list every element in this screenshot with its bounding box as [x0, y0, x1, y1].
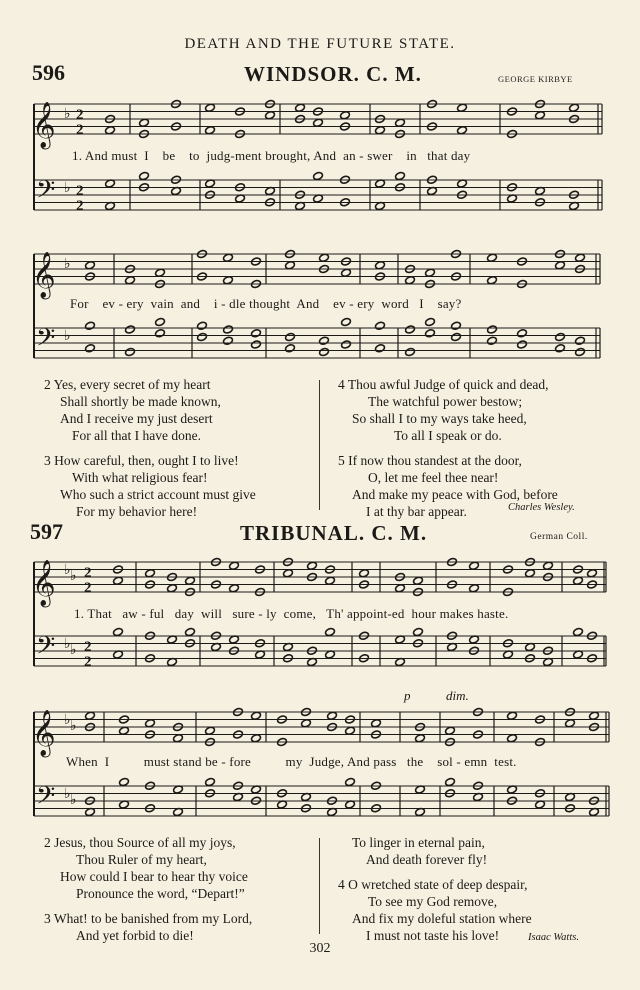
note-head — [283, 569, 294, 578]
note-head — [105, 126, 116, 135]
hymn-number-597: 597 — [30, 519, 63, 544]
verse-line: 5 If now thou standest at the door, — [338, 453, 522, 468]
time-signature: 2 — [76, 183, 84, 199]
note-head — [251, 340, 262, 349]
note-head — [223, 336, 234, 345]
note-head — [223, 325, 234, 334]
note-head — [85, 344, 96, 353]
verse-line: Who such a strict account must give — [60, 487, 256, 502]
dynamic-piano: p — [404, 688, 411, 703]
note-head — [575, 347, 586, 356]
note-head — [205, 103, 216, 112]
note-head — [341, 317, 352, 326]
author-596: Charles Wesley. — [508, 502, 575, 513]
note-head — [445, 726, 456, 735]
note-head — [307, 561, 318, 570]
verse-line: The watchful power bestow; — [368, 394, 523, 409]
note-head — [327, 711, 338, 720]
note-head — [229, 584, 240, 593]
note-head — [145, 569, 156, 578]
bass-clef: 𝄢 — [36, 631, 56, 667]
hymn-number-596: 596 — [32, 60, 65, 85]
note-head — [451, 332, 462, 341]
verse-line: 4 Thou awful Judge of quick and dead, — [338, 377, 549, 392]
note-head — [413, 627, 424, 636]
note-head — [375, 261, 386, 270]
time-signature: 2 — [76, 107, 84, 123]
lyrics-596-line1: 1. And must I be to judg-ment brought, And an - swer in that day — [72, 148, 471, 163]
verse-line: I at thy bar appear. — [366, 504, 467, 519]
note-head — [543, 561, 554, 570]
verses-596-right — [338, 376, 628, 520]
note-head — [535, 111, 546, 120]
note-head — [223, 253, 234, 262]
verse-596-2 — [44, 376, 314, 444]
verse-line: 2 Jesus, thou Source of all my joys, — [44, 835, 236, 850]
note-head — [285, 332, 296, 341]
verse-line: And yet forbid to die! — [76, 928, 194, 943]
note-head — [173, 734, 184, 743]
note-head — [525, 569, 536, 578]
note-head — [569, 103, 580, 112]
note-head — [313, 118, 324, 127]
note-head — [555, 344, 566, 353]
flat-sign: ♭ — [64, 328, 71, 344]
bass-clef: 𝄢 — [36, 781, 56, 817]
note-head — [139, 118, 150, 127]
verse-line: To all I speak or do. — [394, 428, 502, 443]
flat-sign: ♭ — [70, 568, 77, 584]
section-header: DEATH AND THE FUTURE STATE. — [184, 36, 456, 52]
verse-line: 3 How careful, then, ought I to live! — [44, 453, 239, 468]
flat-sign: ♭ — [64, 712, 71, 728]
note-head — [319, 253, 330, 262]
note-head — [425, 268, 436, 277]
verse-line: For all that I have done. — [72, 428, 201, 443]
note-head — [113, 576, 124, 585]
note-head — [517, 340, 528, 349]
note-head — [205, 126, 216, 135]
note-head — [85, 711, 96, 720]
flat-sign: ♭ — [64, 786, 71, 802]
verse-597-3 — [44, 910, 314, 944]
note-head — [85, 261, 96, 270]
note-head — [587, 569, 598, 578]
tune-title-windsor: WINDSOR. C. M. — [244, 62, 422, 86]
verse-597-4 — [338, 876, 628, 944]
verse-597-2 — [44, 834, 314, 902]
note-head — [125, 347, 136, 356]
note-head — [295, 103, 306, 112]
note-head — [469, 561, 480, 570]
note-head — [185, 576, 196, 585]
verse-line: O, let me feel thee near! — [368, 470, 499, 485]
time-signature: 2 — [76, 198, 84, 214]
note-head — [405, 276, 416, 285]
note-head — [205, 777, 216, 786]
verse-divider — [319, 838, 320, 934]
note-head — [371, 719, 382, 728]
note-head — [319, 336, 330, 345]
note-head — [457, 126, 468, 135]
note-head — [395, 118, 406, 127]
note-head — [487, 253, 498, 262]
note-head — [185, 627, 196, 636]
note-head — [155, 317, 166, 326]
note-head — [85, 321, 96, 330]
verse-597-3-cont — [338, 834, 628, 868]
note-head — [345, 777, 356, 786]
note-head — [345, 726, 356, 735]
verse-line: 2 Yes, every secret of my heart — [44, 377, 211, 392]
note-head — [125, 325, 136, 334]
composer-597: German Coll. — [530, 532, 588, 542]
flat-sign: ♭ — [64, 180, 71, 196]
note-head — [119, 726, 130, 735]
note-head — [139, 171, 150, 180]
flat-sign: ♭ — [64, 106, 71, 122]
note-head — [565, 719, 576, 728]
verse-line: Pronounce the word, “Depart!” — [76, 886, 245, 901]
verse-divider — [319, 380, 320, 510]
flat-sign: ♭ — [70, 642, 77, 658]
note-head — [119, 777, 130, 786]
note-head — [229, 561, 240, 570]
bass-clef: 𝄢 — [36, 323, 56, 359]
note-head — [251, 711, 262, 720]
note-head — [319, 347, 330, 356]
note-head — [251, 329, 262, 338]
note-head — [425, 329, 436, 338]
note-head — [555, 332, 566, 341]
flat-sign: ♭ — [70, 792, 77, 808]
flat-sign: ♭ — [64, 562, 71, 578]
time-signature: 2 — [84, 639, 92, 655]
note-head — [487, 276, 498, 285]
note-head — [375, 126, 386, 135]
note-head — [413, 576, 424, 585]
note-head — [125, 276, 136, 285]
verse-line: To see my God remove, — [368, 894, 498, 909]
tune-title-tribunal: TRIBUNAL. C. M. — [240, 521, 428, 545]
note-head — [487, 325, 498, 334]
note-head — [313, 171, 324, 180]
author-597: Isaac Watts. — [528, 932, 579, 943]
note-head — [325, 627, 336, 636]
verse-line: For my behavior here! — [76, 504, 198, 519]
verse-596-5 — [338, 452, 628, 520]
verse-line: To linger in eternal pain, — [352, 835, 485, 850]
bass-clef: 𝄢 — [36, 175, 56, 211]
time-signature: 2 — [84, 565, 92, 581]
note-head — [325, 576, 336, 585]
note-head — [375, 344, 386, 353]
note-head — [507, 711, 518, 720]
note-head — [223, 276, 234, 285]
note-head — [265, 111, 276, 120]
verse-line: And make my peace with God, before — [352, 487, 558, 502]
note-head — [575, 253, 586, 262]
verse-line: How could I bear to hear thy voice — [60, 869, 248, 884]
verse-line: 3 What! to be banished from my Lord, — [44, 911, 253, 926]
treble-clef: 𝄞 — [32, 560, 56, 606]
note-head — [405, 325, 416, 334]
note-head — [197, 332, 208, 341]
note-head — [197, 321, 208, 330]
verse-line: And I receive my just desert — [60, 411, 213, 426]
note-head — [359, 569, 370, 578]
composer-596: GEORGE KIRBYE — [498, 74, 573, 84]
flat-sign: ♭ — [70, 718, 77, 734]
verse-line: 4 O wretched state of deep despair, — [338, 877, 528, 892]
note-head — [451, 321, 462, 330]
note-head — [341, 268, 352, 277]
note-head — [341, 340, 352, 349]
verses-597-left — [44, 834, 314, 944]
note-head — [425, 317, 436, 326]
verse-596-3 — [44, 452, 314, 520]
time-signature: 2 — [76, 122, 84, 138]
verse-line: So shall I to my ways take heed, — [352, 411, 527, 426]
lyrics-597-line1: 1. That aw - ful day will sure - ly come, Th' appoint-ed hour makes haste. — [74, 606, 509, 621]
note-head — [285, 261, 296, 270]
note-head — [517, 329, 528, 338]
verses-597-right — [338, 834, 628, 944]
page-number: 302 — [309, 941, 331, 956]
note-head — [405, 347, 416, 356]
lyrics-596-line2: For ev - ery vain and i - dle thought And ev - ery word I say? — [70, 296, 462, 311]
flat-sign: ♭ — [64, 636, 71, 652]
note-head — [285, 344, 296, 353]
verse-596-4 — [338, 376, 628, 444]
treble-clef: 𝄞 — [32, 252, 56, 298]
note-head — [395, 584, 406, 593]
verse-line: With what religious fear! — [72, 470, 208, 485]
note-head — [445, 777, 456, 786]
verse-line: Shall shortly be made known, — [60, 394, 221, 409]
note-head — [167, 584, 178, 593]
note-head — [507, 734, 518, 743]
note-head — [113, 627, 124, 636]
note-head — [415, 734, 426, 743]
note-head — [457, 103, 468, 112]
note-head — [395, 171, 406, 180]
note-head — [155, 329, 166, 338]
note-head — [251, 734, 262, 743]
time-signature: 2 — [84, 580, 92, 596]
note-head — [573, 627, 584, 636]
note-head — [301, 719, 312, 728]
treble-clef: 𝄞 — [32, 102, 56, 148]
lyrics-597-line2: When I must stand be - fore my Judge, And pass the sol - emn test. — [66, 754, 517, 769]
dynamic-diminuendo: dim. — [446, 688, 469, 703]
note-head — [205, 726, 216, 735]
flat-sign: ♭ — [64, 256, 71, 272]
note-head — [375, 321, 386, 330]
note-head — [575, 336, 586, 345]
note-head — [469, 584, 480, 593]
verse-line: And death forever fly! — [366, 852, 488, 867]
time-signature: 2 — [84, 654, 92, 670]
note-head — [589, 711, 600, 720]
note-head — [155, 268, 166, 277]
note-head — [145, 719, 156, 728]
note-head — [573, 576, 584, 585]
note-head — [487, 336, 498, 345]
note-head — [555, 261, 566, 270]
verse-line: Thou Ruler of my heart, — [76, 852, 207, 867]
verse-line: And fix my doleful station where — [352, 911, 532, 926]
note-head — [340, 111, 351, 120]
treble-clef: 𝄞 — [32, 710, 56, 756]
verse-line: I must not taste his love! — [366, 928, 500, 943]
verses-596-left — [44, 376, 314, 520]
